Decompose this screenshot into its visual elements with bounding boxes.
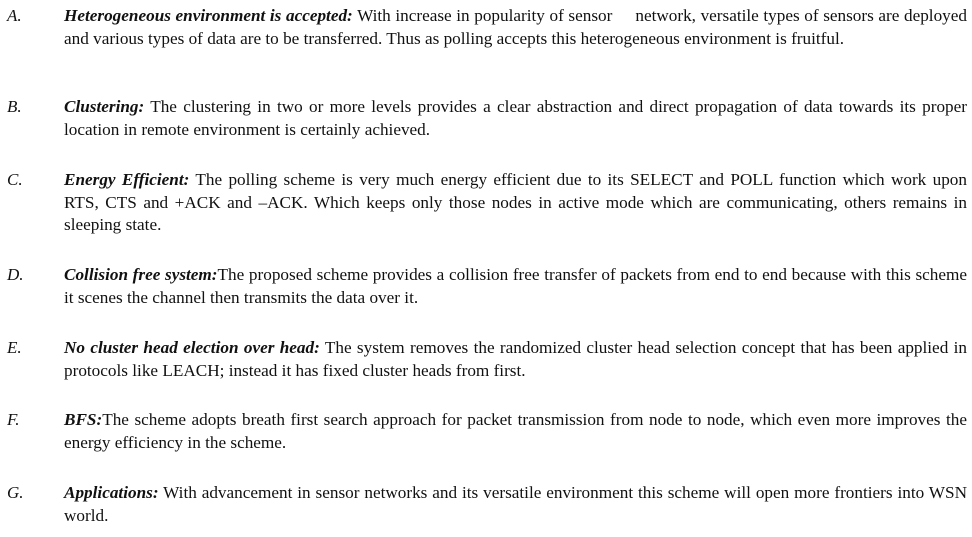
item-letter: B. (7, 97, 22, 116)
item-term: No cluster head election over head: (64, 338, 320, 357)
item-text: The system removes the randomized cluster head selection concept that has been applied in protocols like LEACH; instead it has fixed cluster heads from first. (64, 338, 967, 380)
item-text: The scheme adopts breath first search approach for packet transmission from node to node, which even more improves the energy efficiency in the scheme. (64, 410, 967, 452)
item-paragraph (64, 482, 967, 527)
item-letter: C. (7, 170, 23, 189)
item-text: With increase in popularity of sensor network, versatile types of sensors are deployed and various types of data are to be transferred. Thus as polling accepts this heterogeneous environment is fruitful. (64, 6, 972, 48)
item-term: Applications: (64, 483, 159, 502)
item-letter: A. (7, 6, 22, 25)
item-paragraph (64, 337, 967, 382)
item-term: BFS: (64, 410, 103, 429)
item-letter: G. (7, 483, 24, 502)
item-paragraph (64, 169, 967, 237)
item-letter: F. (7, 410, 20, 429)
item-text: The proposed scheme provides a collision free transfer of packets from end to end because with this scheme it scenes the channel then transmits the data over it. (64, 265, 967, 307)
item-paragraph (64, 5, 972, 50)
item-text: The polling scheme is very much energy efficient due to its SELECT and POLL function which work upon RTS, CTS and +ACK and –ACK. Which keeps only those nodes in active mode which are communicating, others remains in sleeping state. (64, 170, 967, 234)
item-term: Collision free system: (64, 265, 218, 284)
item-text: With advancement in sensor networks and its versatile environment this scheme will open more frontiers into WSN world. (64, 483, 967, 525)
item-term: Energy Efficient: (64, 170, 190, 189)
item-paragraph (64, 96, 967, 141)
item-text: The clustering in two or more levels provides a clear abstraction and direct propagation of data towards its proper location in remote environment is certainly achieved. (64, 97, 967, 139)
item-paragraph (64, 264, 967, 309)
item-term: Heterogeneous environment is accepted: (64, 6, 353, 25)
item-term: Clustering: (64, 97, 145, 116)
item-letter: D. (7, 265, 24, 284)
item-letter: E. (7, 338, 22, 357)
item-paragraph (64, 409, 967, 454)
